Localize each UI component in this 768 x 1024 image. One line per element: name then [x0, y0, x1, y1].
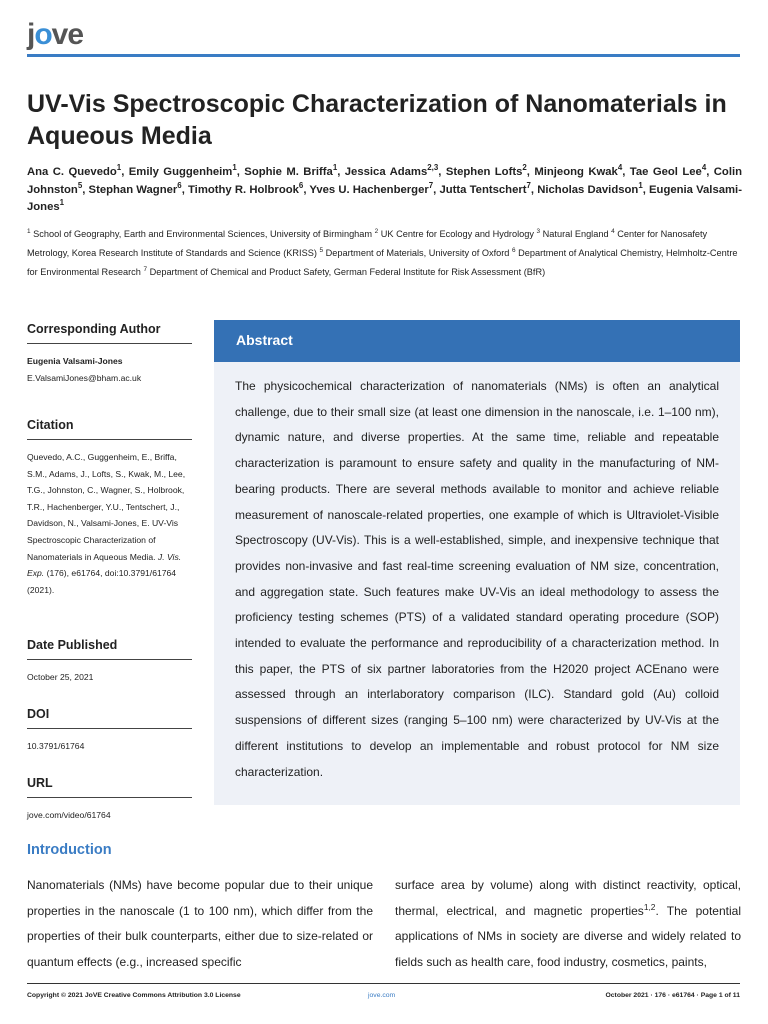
corresponding-author-email[interactable]: E.ValsamiJones@bham.ac.uk [27, 373, 142, 383]
date-published-heading: Date Published [27, 638, 192, 660]
affiliation-list [27, 225, 742, 282]
footer-page-info: October 2021 · 176 · e61764 · Page 1 of 11 [605, 992, 740, 999]
intro-col2-a: surface area by volume) along with distinct reactivity, optical, thermal, electrical, and magnetic properties [395, 878, 741, 918]
citation-section [27, 418, 192, 598]
author-affiliation-sup: 7 [526, 180, 531, 190]
citation-body: Quevedo, A.C., Guggenheim, E., Briffa, S.M., Adams, J., Lofts, S., Kwak, M., Lee, T.G., Johnston, C., Wagner, S., Holbrook, T.R., Hachenberger, Y.U., Tentschert, J., Davidson, N., Valsami-Jones, E. UV-Vis Spectroscopic Characterization of Nanomaterials in Aqueous Media. [27, 452, 186, 562]
affiliation-number: 7 [143, 265, 148, 273]
affiliation-number: 5 [319, 246, 324, 254]
author-affiliation-sup: 6 [177, 180, 182, 190]
author-name: Ana C. Quevedo [27, 166, 117, 178]
author-name: Sophie M. Briffa [244, 166, 333, 178]
affiliation-number: 3 [536, 227, 541, 235]
citation-tail: (176), e61764, doi:10.3791/61764 (2021). [27, 568, 177, 595]
affiliation-number: 4 [611, 227, 615, 235]
corresponding-author-name: Eugenia Valsami-Jones [27, 356, 123, 366]
introduction-heading: Introduction [27, 842, 112, 858]
citation-journal: J. Vis. Exp. [27, 551, 182, 579]
author-affiliation-sup: 1 [116, 163, 122, 173]
author-name: Emily Guggenheim [128, 166, 233, 178]
affiliation-text: Center for Nanosafety Metrology, Korea Research Institute of Standards and Science (KRISS) [27, 229, 708, 258]
affiliation-text: Department of Materials, University of Oxford [323, 248, 512, 258]
author-affiliation-sup: 1 [332, 163, 338, 173]
header-divider [27, 54, 740, 57]
date-published-value: October 25, 2021 [27, 672, 94, 682]
footer-copyright: Copyright © 2021 JoVE Creative Commons Attribution 3.0 License [27, 992, 241, 999]
logo-j: j [27, 18, 35, 51]
author-name: Nicholas Davidson [537, 183, 639, 196]
abstract-text: The physicochemical characterization of nanomaterials (NMs) is often an analytical challenge, due to their small size (at least one dimension in the nanoscale, i.e. 1–100 nm), dynamic nature, and diverse properties. At the same time, reliable and repeatable characterization is paramount to ensure safety and quality in the manufacturing of NM-bearing products. There are several methods available to monitor and achieve reliable measurement of nanoscale-related properties, one example of which is Ultraviolet-Visible Spectroscopy (UV-Vis). This is a well-established, simple, and inexpensive technique that provides non-invasive and fast real-time screening evaluation of NM size, concentration, and aggregation state. Such features make UV-Vis an ideal methodology to assess the proficiency testing schemes (PTS) of a validated standard operating procedure (SOP) intended to evaluate the performance and reproducibility of a characterization method. In this paper, the PTS of six partner laboratories from the H2020 project ACEnano were assessed through an interlaboratory comparison (ILC). Standard gold (Au) colloid suspensions of different sizes (ranging 5–100 nm) were characterized by UV-Vis at the different institutions to develop an implementable and robust protocol for NM size characterization. [235, 379, 719, 779]
affiliation-text: Department of Analytical Chemistry, Helmholtz-Centre for Environmental Research [27, 248, 738, 277]
author-name: Colin Johnston [27, 166, 743, 196]
author-name: Jessica Adams [344, 166, 428, 178]
author-name: Eugenia Valsami-Jones [27, 183, 742, 213]
author-name: Tae Geol Lee [629, 166, 702, 178]
author-name: Stephan Wagner [88, 183, 178, 196]
affiliation-text: School of Geography, Earth and Environmental Sciences, University of Birmingham [30, 229, 375, 239]
author-list: Ana C. Quevedo$^1$, Emily Guggenheim$^1$, Sophie M. Briffa$^1$, Jessica Adams$^{2,3}$, Stephen Lofts$^2$, Minjeong Kwak$^4$, Tae Geol Lee$^4$, Colin Johnston$^5$, Stephan Wagner$^6$, Timothy R. Holbrook$^6$, Yves U. Hachenberger$^7$, Jutta Tentschert$^7$, Nicholas Davidson$^1$, Eugenia Valsami-Jones$^1$ [27, 163, 743, 213]
footer-divider [27, 983, 740, 984]
introduction-column-left: Nanomaterials (NMs) have become popular due to their unique properties in the nanoscale (1 to 100 nm), which differ from the properties of their bulk counterparts, either due to size-related or quantum effects (e.g., increased specific [27, 878, 373, 970]
author-name: Minjeong Kwak [534, 166, 618, 178]
abstract-box [214, 320, 740, 805]
affiliation-text: Natural England [540, 229, 612, 239]
jove-logo[interactable] [27, 18, 83, 52]
citation-text [27, 449, 192, 598]
author-name: Stephen Lofts [445, 166, 523, 178]
affiliation-number: 2 [374, 227, 379, 235]
url-value[interactable]: jove.com/video/61764 [27, 810, 111, 820]
doi-value[interactable]: 10.3791/61764 [27, 741, 85, 751]
url-heading: URL [27, 776, 192, 798]
author-affiliation-sup: 2 [522, 163, 527, 173]
doi-heading: DOI [27, 707, 192, 729]
footer-site-link[interactable]: jove.com [368, 992, 396, 999]
intro-citation-superscript[interactable]: 1,2 [643, 901, 656, 912]
author-affiliation-sup: 6 [298, 180, 304, 190]
author-affiliation-sup: 5 [77, 180, 83, 190]
author-affiliation-sup: 2,3 [427, 163, 439, 173]
affiliation-text: UK Centre for Ecology and Hydrology [378, 229, 537, 239]
affiliation-number: 1 [27, 227, 31, 235]
author-affiliation-sup: 1 [232, 163, 237, 173]
intro-col2-b: . The potential applications of NMs in society are diverse and widely related to fields such as health care, food industry, cosmetics, paints, [395, 903, 741, 970]
author-affiliation-sup: 7 [428, 180, 434, 190]
author-affiliation-sup: 4 [617, 163, 623, 173]
affiliation-text: Department of Chemical and Product Safety, German Federal Institute for Risk Assessment (BfR) [147, 267, 546, 277]
url-section [27, 776, 192, 824]
doi-section [27, 707, 192, 755]
corresponding-author-section [27, 322, 192, 387]
author-name: Timothy R. Holbrook [187, 183, 299, 196]
citation-heading: Citation [27, 418, 192, 440]
author-affiliation-sup: 1 [59, 198, 65, 208]
introduction-column-right [395, 873, 741, 976]
article-title: UV-Vis Spectroscopic Characterization of Nanomaterials in Aqueous Media [27, 90, 727, 150]
abstract-heading: Abstract [214, 320, 740, 362]
affiliation-number: 6 [511, 246, 516, 254]
author-name: Jutta Tentschert [439, 183, 527, 196]
corresponding-author-heading: Corresponding Author [27, 322, 192, 344]
author-name: Yves U. Hachenberger [309, 183, 429, 196]
author-affiliation-sup: 4 [701, 163, 707, 173]
date-published-section [27, 638, 192, 686]
logo-o: o [34, 18, 52, 51]
logo-ve: ve [51, 18, 84, 51]
author-affiliation-sup: 1 [638, 180, 643, 190]
